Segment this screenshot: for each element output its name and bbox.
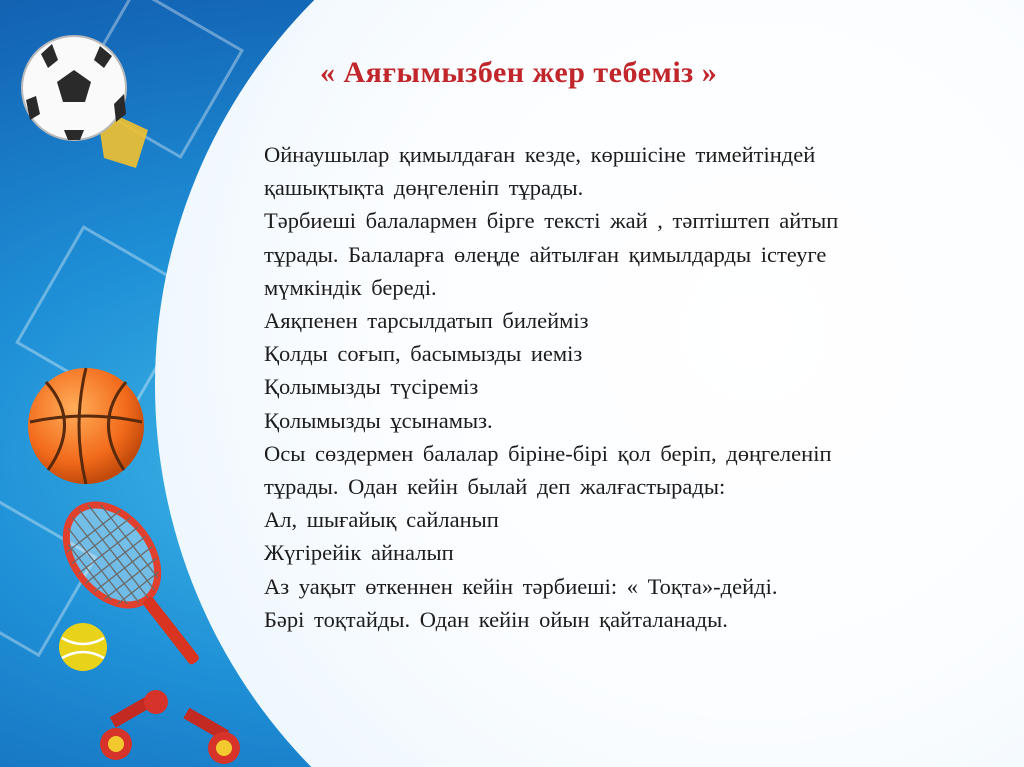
text-line: Бәрі тоқтайды. Одан кейін ойын қайталанады. <box>264 606 728 632</box>
body-text <box>264 138 934 636</box>
text-line: Осы сөздермен балалар біріне-бірі қол беріп, дөңгеленіп <box>264 440 832 466</box>
text-line: Аз уақыт өткеннен кейін тәрбиеші: « Тоқта»-дейді. <box>264 573 778 599</box>
text-line: Жүгірейік айналып <box>264 540 454 566</box>
basketball-icon <box>22 362 150 490</box>
text-line: Ойнаушылар қимылдаған кезде, көршісіне тимейтіндей <box>264 142 816 167</box>
text-line: мүмкіндік береді. <box>264 274 437 300</box>
text-line: Тәрбиеші балалармен бірге тексті жай , тәптіштеп айтып <box>264 208 839 234</box>
soccer-ball-icon <box>8 18 158 168</box>
text-line: Ал, шығайық сайланып <box>264 507 499 533</box>
text-line: тұрады. Одан кейін былай деп жалғастырады: <box>264 474 726 500</box>
text-line: Қолымызды ұсынамыз. <box>264 407 493 433</box>
text-line: тұрады. Балаларға өлеңде айтылған қимылдарды істеуге <box>264 241 827 267</box>
tennis-ball-icon <box>56 620 110 674</box>
page-title: « Аяғымызбен жер тебеміз » <box>320 56 718 89</box>
text-line: Қолды соғып, басымызды иеміз <box>264 341 583 367</box>
text-line: қашықтықта дөңгеленіп тұрады. <box>264 175 584 201</box>
text-line: Аяқпенен тарсылдатып билейміз <box>264 308 589 334</box>
text-line: Қолымызды түсіреміз <box>264 374 479 400</box>
dumbbell-icon <box>92 686 242 767</box>
